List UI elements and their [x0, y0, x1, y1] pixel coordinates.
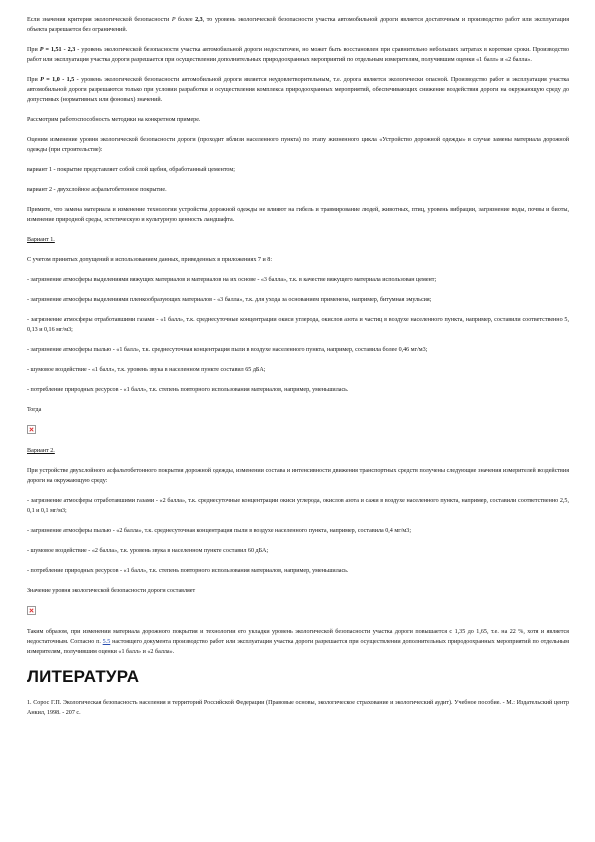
variant-1-intro: С учетом принятых допущений и использованием данных, приведенных в приложениях 7 и 8:	[27, 257, 273, 263]
variant-1-item: - загрязнение атмосферы выделениями вяжущих материалов и материалов на их основе - «3 балла», т.к. в качестве вяжущего материала использован цемент;	[27, 277, 437, 283]
criterion-mid-paragraph: При Р = 1,51 - 2,3 - уровень экологической безопасности участка автомобильной дороги недостаточен, но может быть восстановлен при сравнительно небольших затратах в короткие сроки. Производство работ или эксплуатация участка дороги разрешается при осуществлении дополнительных природоохранных мероприятий по отдельным измерителям, получившим оценки «1 балл» и «2 балла».	[27, 47, 569, 63]
criterion-high-paragraph: Если значения критерия экологической безопасности Р более 2,3, то уровень экологической безопасности участка автомобильной дороги является достаточным и производство работ или эксплуатация объекта разрешается без ограничений.	[27, 17, 569, 33]
conclusion-paragraph: Таким образом, при изменении материала дорожного покрытия и технологии его укладки уровень экологической безопасности участка дороги повышается с 1,35 до 1,65, т.е. на 22 %, хотя и является недостаточным. Согласно п. 5.5 настоящего документа производство работ или эксплуатация участка дороги разрешается при осуществлении дополнительных природоохранных мероприятий по отдельным измерителям, получившим оценки «1 балл» и «2 балла».	[27, 629, 569, 655]
variant-2-item: - потребление природных ресурсов - «1 балл», т.к. степень повторного использования материалов, например, уменьшилась.	[27, 568, 349, 574]
variant-1-item: - загрязнение атмосферы пылью - «1 балл», т.к. среднесуточная концентрация пыли в воздухе населенного пункта, например, составила более 0,46 мг/м3;	[27, 347, 428, 353]
variant-2-definition: вариант 2 - двухслойное асфальтобетонное покрытие.	[27, 187, 167, 193]
threshold-value: 2,3	[195, 17, 203, 23]
variant-1-heading: Вариант 1.	[27, 237, 55, 243]
section-link[interactable]: 5.5	[102, 639, 111, 645]
variant-1-item: - шумовое воздействие - «1 балл», т.к. уровень звука в населенном пункте составил 65 дБА;	[27, 367, 266, 373]
variant-1-item: - потребление природных ресурсов - «1 балл», т.к. степень повторного использования материалов, например, уменьшилась.	[27, 387, 349, 393]
broken-formula-image-icon	[27, 606, 36, 615]
criterion-variable: Р	[171, 17, 176, 23]
literature-item: 1. Сорос Г.П. Экологическая безопасность населения и территорий Российской Федерации (Правовые основы, экологическое страхование и экологический аудит). Учебное пособие. - М.: Издательский центр Анкил, 1998. - 207 с.	[27, 700, 569, 716]
variant-1-item: - загрязнение атмосферы отработавшими газами - «1 балл», т.к. среднесуточные концентрации окиси углерода, окислов азота и частиц в воздухе населенного пункта, например, составили соответственно 5, 0,13 и 0,16 мг/м3;	[27, 317, 569, 333]
range-value: 1,51 - 2,3	[50, 47, 76, 53]
variant-1-item: - загрязнение атмосферы выделениями пленкообразующих материалов - «3 балла», т.к. для ухода за основанием применена, например, битумная эмульсия;	[27, 297, 432, 303]
variant-2-intro: При устройстве двухслойного асфальтобетонного покрытия дорожной одежды, изменении состава и интенсивности движения транспортных средств получены следующие значения измерителей воздействия дороги на окружающую среду:	[27, 468, 569, 484]
criterion-variable: Р	[40, 77, 44, 83]
broken-formula-image-icon	[27, 425, 36, 434]
variant-2-item: - загрязнение атмосферы отработавшими газами - «2 балла», т.к. среднесуточные концентрации окиси углерода, окислов азота и сажи в воздухе населенного пункта, например, составили соответственно 2,5, 0,1 и 0,1 мг/м3;	[27, 498, 569, 514]
assumptions-paragraph: Примите, что замена материала и изменение технологии устройства дорожной одежды не влияют на гибель и травмирование людей, животных, птиц, уровень вибрации, загрязнение воды, почвы и биоты, изменение природной среды, эстетическую и культурную ценность ландшафта.	[27, 207, 569, 223]
variant-1-definition: вариант 1 - покрытие представляет собой слой щебня, обработанный цементом;	[27, 167, 235, 173]
variant-2-item: - загрязнение атмосферы пылью - «2 балла», т.к. среднесуточная концентрация пыли в воздухе населенного пункта, например, составила 0,4 мг/м3;	[27, 528, 412, 534]
criterion-low-paragraph: При Р = 1,0 - 1,5 - уровень экологической безопасности автомобильной дороги является неудовлетворительным, т.е. дорога является экологически опасной. Производство работ и эксплуатация участка автомобильной дороги разрешаются только при условии разработки и осуществления комплекса природоохранных мероприятий, обеспечивающих снижение воздействия дороги на окружающую среду до допустимых (нормативных или фоновых) значений.	[27, 77, 569, 103]
variant-2-heading: Вариант 2.	[27, 448, 55, 454]
variant-2-value-label: Значение уровня экологической безопасности дороги составляет	[27, 588, 196, 594]
criterion-variable: Р	[39, 47, 44, 53]
literature-heading: ЛИТЕРАТУРА	[27, 667, 140, 686]
variant-2-item: - шумовое воздействие - «2 балла», т.к. уровень звука в населенном пункте составил 60 дБА;	[27, 548, 269, 554]
example-description: Оценим изменение уровня экологической безопасности дороги (проходит вблизи населенного пункта) по этапу жизненного цикла «Устройство дорожной одежды» в случае замены материала дорожной одежды (при строительстве):	[27, 137, 569, 153]
example-intro: Рассмотрим работоспособность методики на конкретном примере.	[27, 117, 201, 123]
range-value: 1,0 - 1,5	[52, 77, 75, 83]
then-label: Тогда	[27, 407, 42, 413]
